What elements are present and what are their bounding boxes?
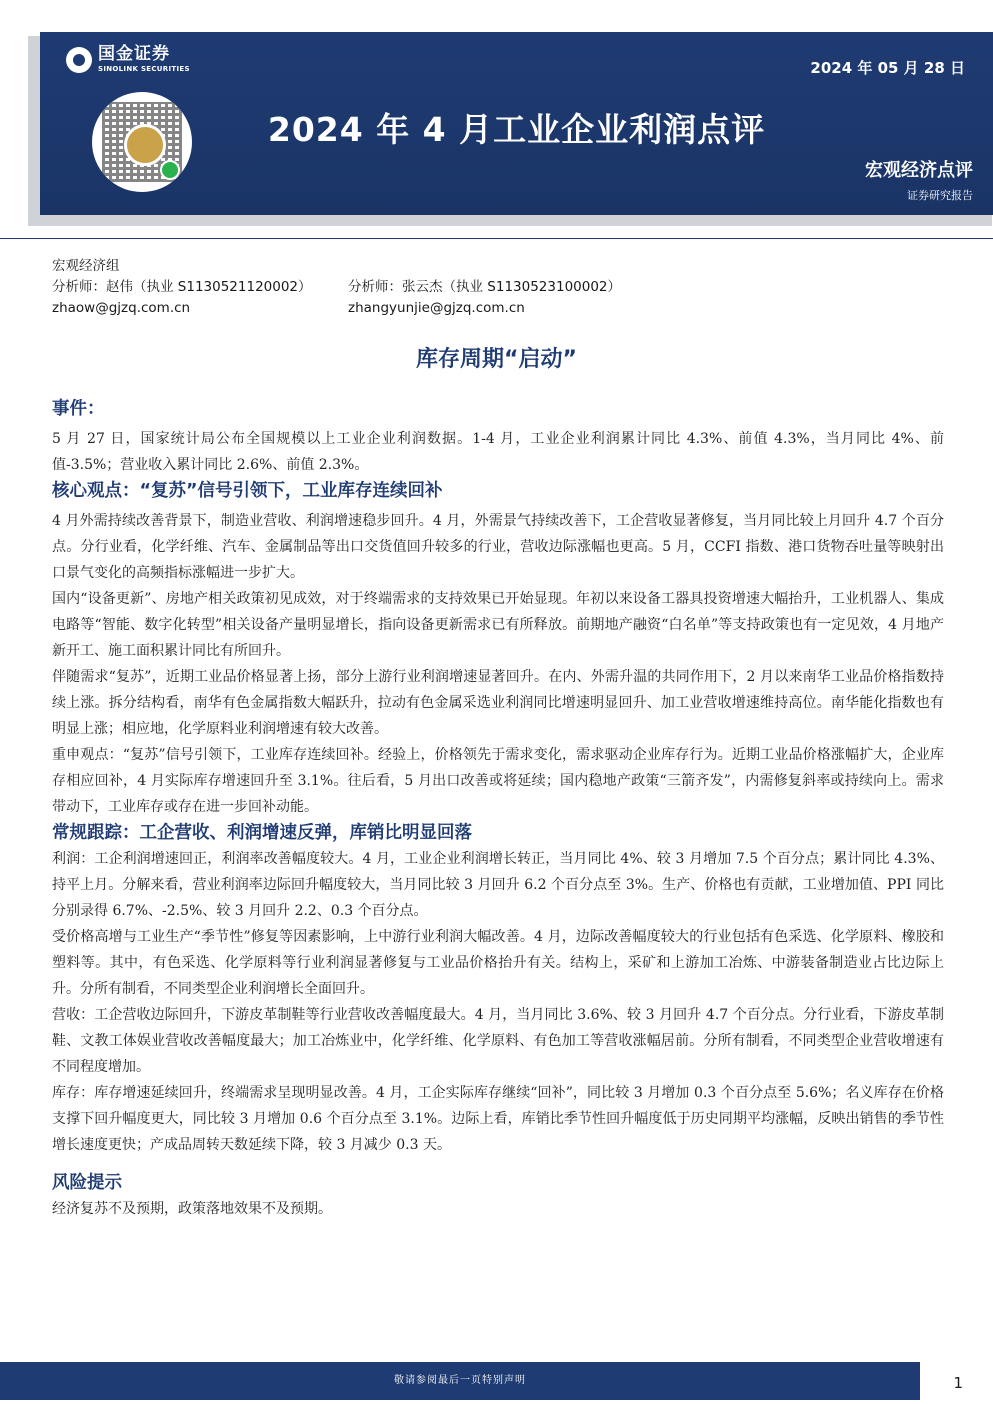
- core-paragraph-2: 国内“设备更新”、房地产相关政策初见成效，对于终端需求的支持效果已开始显现。年初以来设备工器具投资增速大幅抬升，工业机器人、集成电路等“智能、数字化转型”相关设备产量明显增长，指向设备更新需求已有所释放。前期地产融资“白名单”等支持政策也有一定见效，4 月地产新开工、施工面积累计同比有所回升。: [52, 591, 944, 659]
- research-group: 宏观经济组: [52, 258, 120, 274]
- report-type: 宏观经济点评: [865, 160, 973, 181]
- logo-name-en: SINOLINK SECURITIES: [98, 65, 190, 73]
- routine-paragraph-3: 营收：工企营收边际回升，下游皮革制鞋等行业营收改善幅度最大。4 月，当月同比 3.6%、较 3 月回升 4.7 个百分点。分行业看，下游皮革制鞋、文教工体娱业营收改善幅度最大；加工冶炼业中，化学纤维、化学原料、有色加工等营收涨幅居前。分所有制看，不同类型企业营收增速有不同程度增加。: [52, 1007, 944, 1075]
- company-logo: [66, 46, 190, 73]
- core-paragraph-3: 伴随需求“复苏”，近期工业品价格显著上扬，部分上游行业利润增速显著回升。在内、外需升温的共同作用下，2 月以来南华工业品价格指数持续上涨。拆分结构看，南华有色金属指数大幅跃升，拉动有色金属采选业利润同比增速明显回升、加工业营收增速维持高位。南华能化指数也有明显上涨；相应地，化学原料业利润增速有较大改善。: [52, 669, 944, 737]
- report-banner: [40, 32, 993, 215]
- report-title: 2024 年 4 月工业企业利润点评: [267, 110, 766, 149]
- routine-paragraph-4: 库存：库存增速延续回升，终端需求呈现明显改善。4 月，工企实际库存继续“回补”，同比较 3 月增加 0.3 个百分点至 5.6%；名义库存在价格支撑下回升幅度更大，同比较 3 月增加 0.6 个百分点至 3.1%。边际上看，库销比季节性回升幅度低于历史同期平均涨幅，反映出销售的季节性增长速度更快；产成品周转天数延续下降，较 3 月减少 0.3 天。: [52, 1085, 944, 1153]
- page-number: 1: [953, 1374, 963, 1392]
- report-body: [52, 396, 944, 1222]
- analyst-2: 分析师：张云杰（执业 S1130523100002）: [348, 279, 622, 295]
- analyst-2-email[interactable]: zhangyunjie@gjzq.com.cn: [348, 300, 525, 316]
- logo-mark-icon: [66, 47, 92, 73]
- event-paragraph: 5 月 27 日，国家统计局公布全国规模以上工业企业利润数据。1-4 月，工业企业利润累计同比 4.3%、前值 4.3%，当月同比 4%、前值-3.5%；营业收入累计同比 2.6%、前值 2.3%。: [52, 431, 944, 473]
- routine-paragraph-2: 受价格高增与工业生产“季节性”修复等因素影响，上中游行业利润大幅改善。4 月，边际改善幅度较大的行业包括有色采选、化学原料、橡胶和塑料等。其中，有色采选、化学原料等行业利润显著修复与工业品价格抬升有关。结构上，采矿和上游加工冶炼、中游装备制造业占比边际上升。分所有制看，不同类型企业利润增长全面回升。: [52, 929, 944, 997]
- footer-disclaimer: 敬请参阅最后一页特别声明: [394, 1375, 526, 1386]
- report-date: 2024 年 05 月 28 日: [810, 59, 965, 77]
- section-heading-risk: 风险提示: [52, 1173, 122, 1193]
- report-subtitle: 库存周期“启动”: [416, 347, 577, 372]
- section-heading-routine: 常规跟踪：工企营收、利润增速反弹，库销比明显回落: [52, 823, 472, 843]
- section-heading-event: 事件：: [52, 399, 105, 419]
- report-subtype: 证券研究报告: [907, 189, 973, 202]
- logo-name-cn: 国金证券: [98, 44, 170, 64]
- footer-bar: [0, 1362, 920, 1400]
- analyst-1-email[interactable]: zhaow@gjzq.com.cn: [52, 300, 191, 316]
- routine-paragraph-1: 利润：工企利润增速回正，利润率改善幅度较大。4 月，工业企业利润增长转正，当月同比 4%、较 3 月增加 7.5 个百分点；累计同比 4.3%、持平上月。分解来看，营业利润率边际回升幅度较大，当月同比较 3 月回升 6.2 个百分点至 3%。生产、价格也有贡献，工业增加值、PPI 同比分别录得 6.7%、-2.5%、较 3 月回升 2.2、0.3 个百分点。: [52, 851, 944, 919]
- header-divider: [0, 238, 993, 239]
- core-paragraph-1: 4 月外需持续改善背景下，制造业营收、利润增速稳步回升。4 月，外需景气持续改善下，工企营收显著修复，当月同比较上月回升 4.7 个百分点。分行业看，化学纤维、汽车、金属制品等出口交货值回升较多的行业，营收边际涨幅也更高。5 月，CCFI 指数、港口货物吞吐量等映射出口景气变化的高频指标涨幅进一步扩大。: [52, 513, 944, 581]
- core-paragraph-4: 重申观点：“复苏”信号引领下，工业库存连续回补。经验上，价格领先于需求变化，需求驱动企业库存行为。近期工业品价格涨幅扩大，企业库存相应回补，4 月实际库存增速回升至 3.1%。往后看，5 月出口改善或将延续；国内稳地产政策“三箭齐发”，内需修复斜率或持续向上。需求带动下，工业库存或存在进一步回补动能。: [52, 747, 944, 815]
- analyst-1: 分析师：赵伟（执业 S1130521120002）: [52, 279, 312, 295]
- author-block: [52, 256, 621, 319]
- risk-paragraph: 经济复苏不及预期，政策落地效果不及预期。: [52, 1201, 332, 1217]
- section-heading-core: 核心观点：“复苏”信号引领下，工业库存连续回补: [52, 481, 443, 501]
